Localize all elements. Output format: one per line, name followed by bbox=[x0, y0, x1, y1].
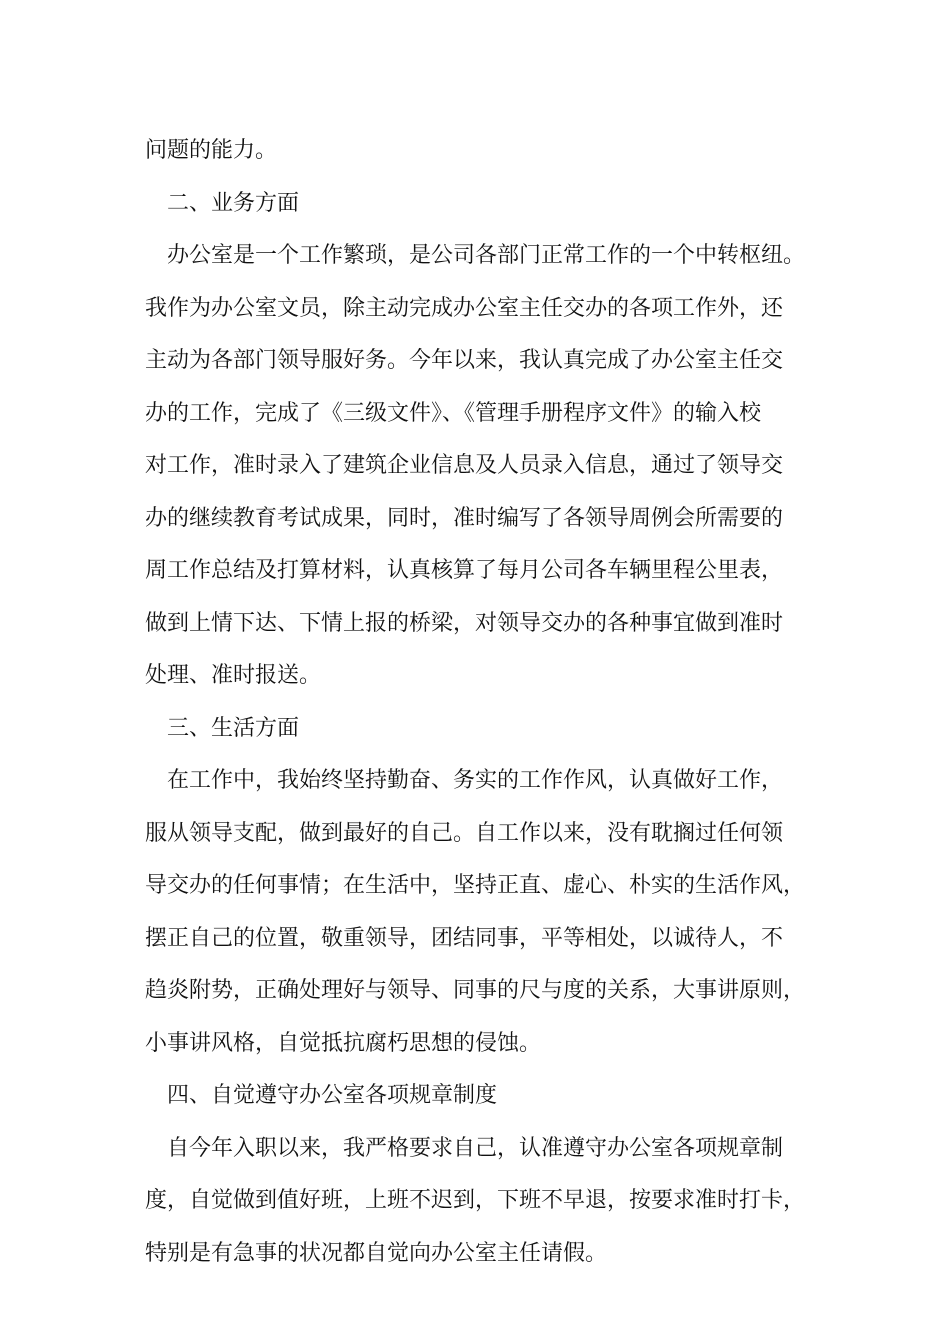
heading-text: 四、自觉遵守办公室各项规章制度 bbox=[167, 1083, 498, 1108]
heading-text: 二、业务方面 bbox=[167, 190, 300, 216]
paragraph-life bbox=[145, 755, 825, 1070]
text-line: 周工作总结及打算材料，认真核算了每月公司各车辆里程公里表， bbox=[145, 558, 784, 583]
section-heading-life bbox=[145, 703, 825, 756]
text-line: 做到上情下达、下情上报的桥梁，对领导交办的各种事宜做到准时 bbox=[145, 610, 784, 636]
text-line: 办的工作，完成了《三级文件》、《管理手册程序文件》的输入校 bbox=[145, 400, 762, 426]
text-line: 自今年入职以来，我严格要求自己，认准遵守办公室各项规章制 bbox=[167, 1135, 784, 1161]
section-heading-rules bbox=[145, 1070, 825, 1123]
text-line: 办公室是一个工作繁琐，是公司各部门正常工作的一个中转枢纽。 bbox=[167, 243, 806, 268]
text-line: 特别是有急事的状况都自觉向办公室主任请假。 bbox=[145, 1240, 608, 1266]
text-line: 主动为各部门领导服好务。今年以来，我认真完成了办公室主任交 bbox=[145, 348, 784, 373]
document-body bbox=[145, 125, 825, 1280]
text-line: 我作为办公室文员，除主动完成办公室主任交办的各项工作外，还 bbox=[145, 295, 784, 321]
text-line: 办的继续教育考试成果，同时，准时编写了各领导周例会所需要的 bbox=[145, 505, 784, 531]
text-line: 小事讲风格，自觉抵抗腐朽思想的侵蚀。 bbox=[145, 1030, 542, 1056]
text-line: 导交办的任何事情；在生活中，坚持正直、虚心、朴实的生活作风， bbox=[145, 873, 806, 898]
text-line: 度，自觉做到值好班，上班不迟到，下班不早退，按要求准时打卡， bbox=[145, 1188, 806, 1213]
text-line: 处理、准时报送。 bbox=[145, 663, 322, 688]
paragraph-rules bbox=[145, 1123, 825, 1281]
text-line: 对工作，准时录入了建筑企业信息及人员录入信息，通过了领导交 bbox=[145, 453, 784, 478]
text-line: 在工作中，我始终坚持勤奋、务实的工作作风，认真做好工作， bbox=[167, 768, 784, 793]
text-line: 趋炎附势，正确处理好与领导、同事的尺与度的关系，大事讲原则， bbox=[145, 978, 806, 1003]
section-heading-business bbox=[145, 178, 825, 231]
text-line: 服从领导支配，做到最好的自己。自工作以来，没有耽搁过任何领 bbox=[145, 820, 784, 846]
text-line: 摆正自己的位置，敬重领导，团结同事，平等相处，以诚待人，不 bbox=[145, 925, 784, 951]
paragraph-business bbox=[145, 230, 825, 703]
heading-text: 三、生活方面 bbox=[167, 715, 300, 741]
text-line: 问题的能力。 bbox=[145, 138, 278, 163]
paragraph-continuation bbox=[145, 125, 825, 178]
